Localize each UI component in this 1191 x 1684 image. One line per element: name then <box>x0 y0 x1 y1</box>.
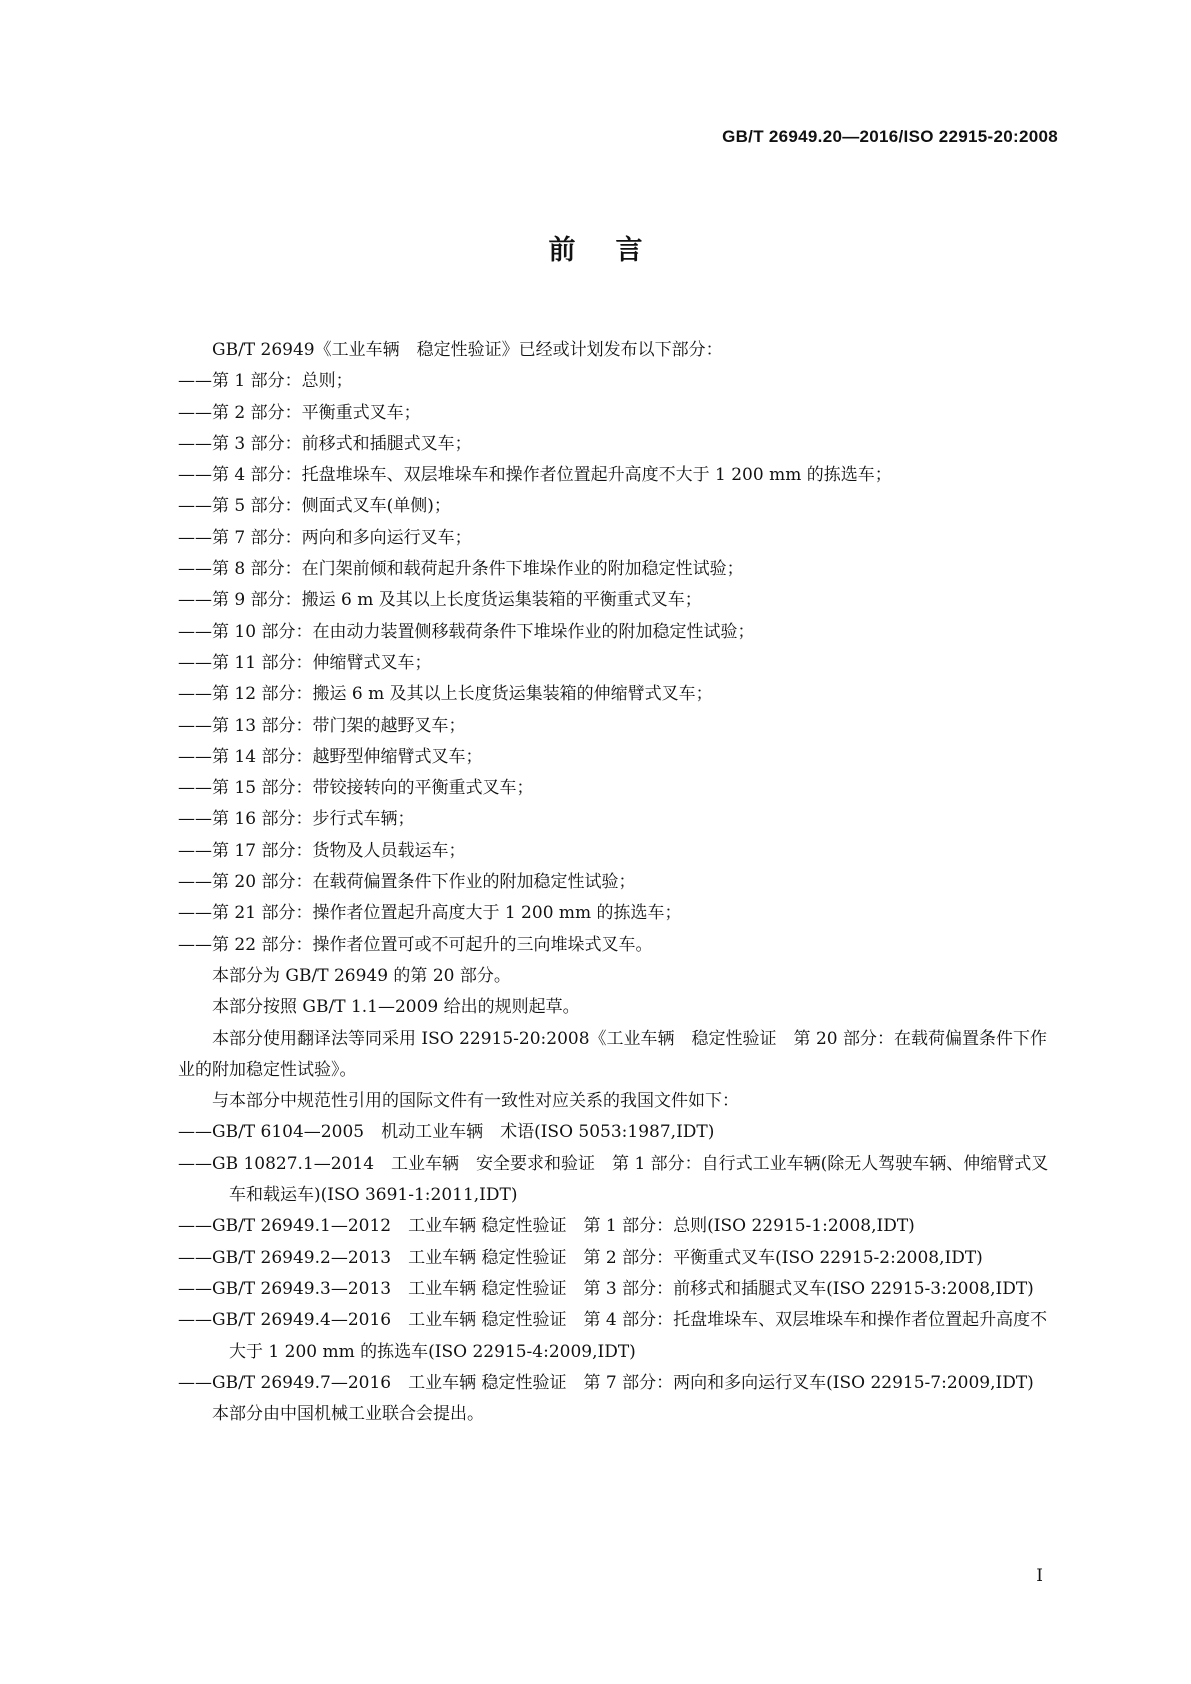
part-list-item: ——第 17 部分：货物及人员载运车； <box>178 840 466 861</box>
part-list-item: ——第 12 部分：搬运 6 m 及其以上长度货运集装箱的伸缩臂式叉车； <box>178 684 713 705</box>
part-list-item: ——第 3 部分：前移式和插腿式叉车； <box>178 433 472 454</box>
parts-list <box>178 366 1060 961</box>
part-list-item: ——第 14 部分：越野型伸缩臂式叉车； <box>178 746 483 767</box>
standard-code: GB/T 26949.20—2016/ISO 22915-20:2008 <box>722 127 1058 146</box>
part-list-item: ——第 1 部分：总则； <box>178 371 353 392</box>
part-list-item: ——第 9 部分：搬运 6 m 及其以上长度货运集装箱的平衡重式叉车； <box>178 590 702 611</box>
part-list-item: ——第 8 部分：在门架前倾和载荷起升条件下堆垛作业的附加稳定性试验； <box>178 559 744 580</box>
part-list-item: ——第 22 部分：操作者位置可或不可起升的三向堆垛式叉车。 <box>178 934 653 955</box>
reference-list-item: ——GB/T 26949.2—2013 工业车辆 稳定性验证 第 2 部分：平衡重式叉车(ISO 22915-2:2008,IDT) <box>178 1247 983 1268</box>
reference-list-item: ——GB/T 26949.1—2012 工业车辆 稳定性验证 第 1 部分：总则(ISO 22915-1:2008,IDT) <box>178 1216 915 1237</box>
intro-paragraph: GB/T 26949《工业车辆 稳定性验证》已经或计划发布以下部分： <box>212 340 723 360</box>
page-number: I <box>1036 1566 1043 1586</box>
reference-list-item: ——GB/T 6104—2005 机动工业车辆 术语(ISO 5053:1987,IDT) <box>178 1122 715 1143</box>
part-list-item: ——第 16 部分：步行式车辆； <box>178 809 415 830</box>
reference-list <box>178 1117 1060 1399</box>
proposer-paragraph: 本部分由中国机械工业联合会提出。 <box>212 1404 484 1425</box>
adoption-paragraph: 本部分使用翻译法等同采用 ISO 22915-20:2008《工业车辆 稳定性验证 第 20 部分：在载荷偏置条件下作业的附加稳定性试验》。 <box>178 1028 1047 1080</box>
part-list-item: ——第 7 部分：两向和多向运行叉车； <box>178 527 472 548</box>
part-list-item: ——第 13 部分：带门架的越野叉车； <box>178 715 466 736</box>
correspondence-intro-paragraph: 与本部分中规范性引用的国际文件有一致性对应关系的我国文件如下： <box>212 1091 739 1112</box>
reference-list-item: ——GB 10827.1—2014 工业车辆 安全要求和验证 第 1 部分：自行式工业车辆(除无人驾驶车辆、伸缩臂式叉车和载运车)(ISO 3691-1:2011,IDT) <box>178 1153 1049 1206</box>
reference-list-item: ——GB/T 26949.3—2013 工业车辆 稳定性验证 第 3 部分：前移式和插腿式叉车(ISO 22915-3:2008,IDT) <box>178 1278 1034 1299</box>
part-list-item: ——第 10 部分：在由动力装置侧移载荷条件下堆垛作业的附加稳定性试验； <box>178 621 755 642</box>
part-list-item: ——第 4 部分：托盘堆垛车、双层堆垛车和操作者位置起升高度不大于 1 200 mm 的拣选车； <box>178 465 892 486</box>
part-list-item: ——第 5 部分：侧面式叉车(单侧)； <box>178 496 451 517</box>
part-of-paragraph: 本部分为 GB/T 26949 的第 20 部分。 <box>212 965 511 986</box>
reference-list-item: ——GB/T 26949.7—2016 工业车辆 稳定性验证 第 7 部分：两向和多向运行叉车(ISO 22915-7:2009,IDT) <box>178 1372 1034 1393</box>
reference-list-item: ——GB/T 26949.4—2016 工业车辆 稳定性验证 第 4 部分：托盘堆垛车、双层堆垛车和操作者位置起升高度不大于 1 200 mm 的拣选车(ISO 22915-4:2009,IDT) <box>178 1310 1048 1362</box>
part-list-item: ——第 21 部分：操作者位置起升高度大于 1 200 mm 的拣选车； <box>178 903 682 924</box>
part-list-item: ——第 15 部分：带铰接转向的平衡重式叉车； <box>178 778 534 799</box>
foreword-body <box>178 335 1060 1430</box>
drafting-rules-paragraph: 本部分按照 GB/T 1.1—2009 给出的规则起草。 <box>212 997 580 1018</box>
part-list-item: ——第 20 部分：在载荷偏置条件下作业的附加稳定性试验； <box>178 872 636 893</box>
part-list-item: ——第 2 部分：平衡重式叉车； <box>178 402 421 423</box>
page-title: 前言 <box>548 235 683 266</box>
part-list-item: ——第 11 部分：伸缩臂式叉车； <box>178 652 432 673</box>
